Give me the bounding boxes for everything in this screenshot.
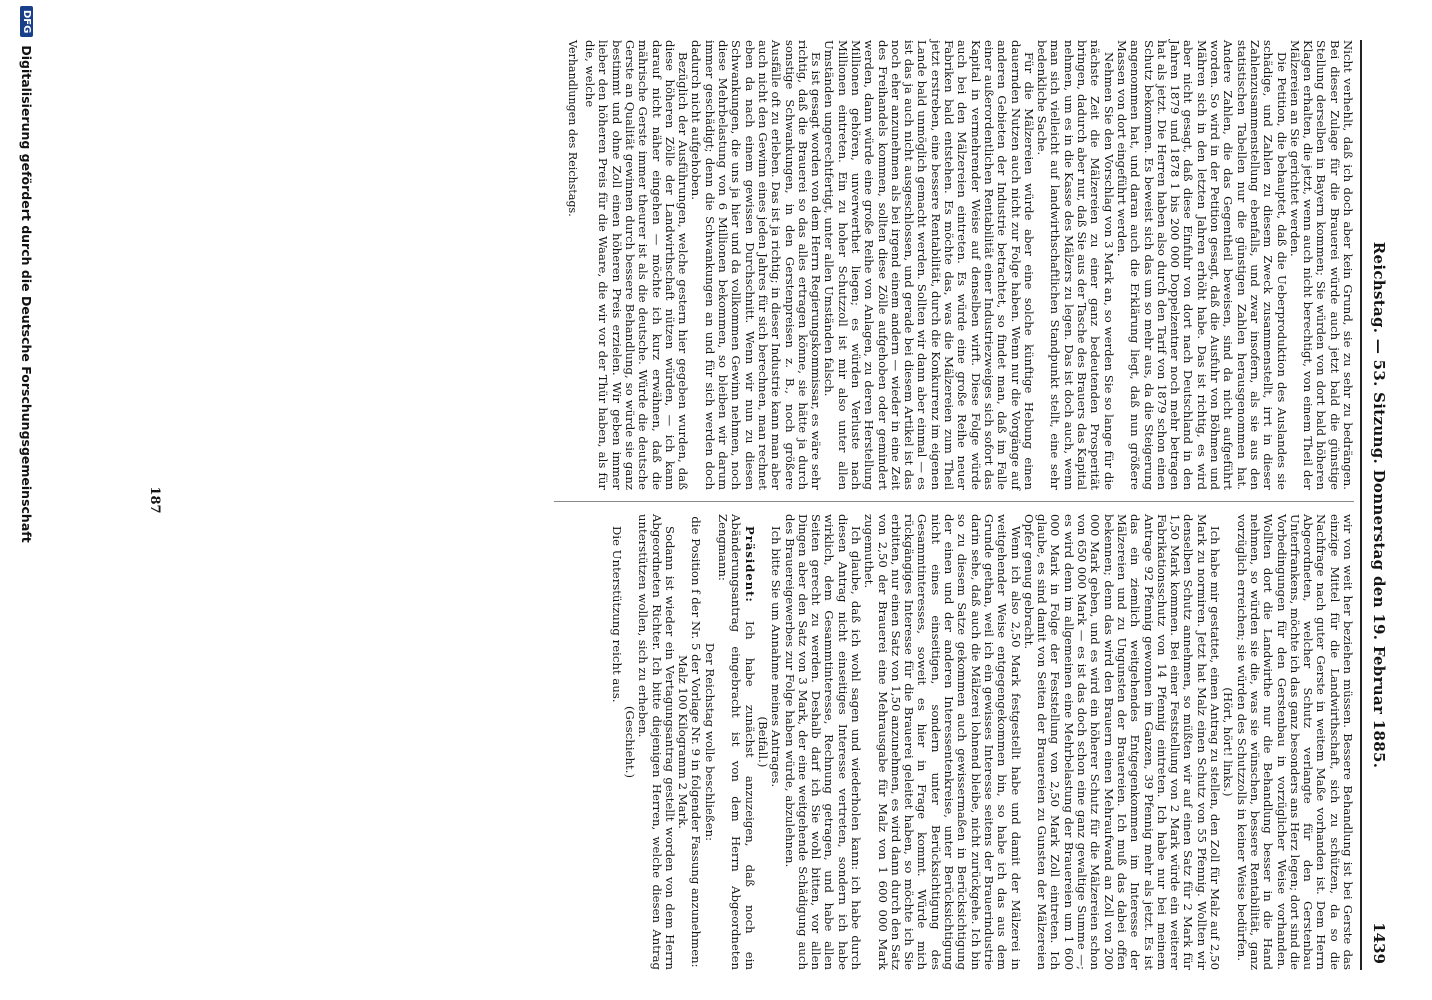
left-column (544, 40, 1354, 490)
left-paragraph: Bezüglich der Ausführungen, welche gestern hier gegeben wurden, daß diese höheren Zölle der Landwirthschaft nützen würden, — ich kann darauf nicht näher eingehen — möchte ich kurz erwähnen, daß die mährische Gerste immer theurer ist als die deutsche. Würde die deutsche Gerste an Qualität gewinnen durch bessere Behandlung, so würde sie ganz bestimmt und ohne Zoll einen höheren Preis erzielen. Wir geben immer lieber den höheren Preis für die Waare, die wir vor der Thür haben, als für die, welche (583, 40, 691, 490)
closing-paragraph: Sodann ist wieder ein Vertagungsantrag gestellt worden von dem Herrn Abgeordneten Richter. Ich bitte diejenigen Herren, welche diesen Antrag unterstützen wollen, sich zu erheben. (636, 514, 677, 970)
interjection: (Geschieht.) (622, 705, 637, 779)
header-rule (1360, 40, 1362, 970)
left-paragraph: Nehmen Sie den Vorschlag von 3 Mark an, so werden Sie so lange für die nächste Zeit die Mälzereien zu einer ganz bedeutenden Prosperität bringen, dadurch aber nur, daß Sie aus der Tasche des Brauers das Kapital nehmen, um es in die Kasse des Mälzers zu legen. Das ist doch auch, wenn man sich vielleicht auf landwirthschaftlichen Standpunkt stellt, eine sehr bedenkliche Sache. (1035, 40, 1116, 490)
dfg-logo-icon: DFG (21, 6, 34, 37)
president-label: Präsident: (742, 526, 757, 603)
page-number: 1439 (1370, 922, 1388, 964)
right-column (544, 514, 1354, 970)
support-line: Die Unterstützung reicht aus. (609, 526, 624, 703)
header-title: Reichstag. — 53. Sitzung. Donnerstag den 19. Februar 1885. (1370, 241, 1388, 769)
right-paragraph: Wenn ich also 2,50 Mark festgestellt habe und damit der Mälzerei in weitgehender Weise entgegengekommen bin, so habe ich das aus dem Grunde gethan, weil ich ein gewisses Interesse seitens der Brauerindustrie darin sehe, daß auch die Mälzerei lohnend bleibe, nicht zurückgehe. Ich bin so zu diesem Satze gekommen auch gewissermaßen in Berücksichtigung der einen und der anderen Interessentenkreise, unter Berücksichtigung nicht eines einseitigen, sondern unter Berücksichtigung des Gesammtinteresses, soweit es hier in Frage kommt. Würde mich rückgängiges Interesse für die Brauerei geleitet haben, so möchte ich Sie erbitten, nur einen Satz von 1,50 anzunehmen, es wird dann durch den Satz von 2,50 der Brauerei eine Mehrausgabe für Malz von 1 600 000 Mark zugemuthet. (862, 514, 1023, 970)
left-footnote: Verhandlungen des Reichstags. (565, 40, 579, 217)
president-statement (716, 514, 756, 970)
president-text: Ich habe zunächst anzuzeigen, daß noch ein Abänderungsantrag eingebracht ist von dem Herrn Abgeordneten Zengmann: (716, 514, 757, 970)
motion-line: Malz 100 Kilogramm 2 Mark. (676, 654, 691, 830)
right-paragraph: Ich glaube, daß ich wohl sagen und wiederholen kann: ich habe durch diesen Antrag nicht einseitiges Interesse vertreten, sondern ich habe wirklich, dem Gesammtinteresse, Rechnung getragen, und habe allen Seiten gerecht zu werden. Deshalb darf ich Sie wohl bitten, vor allen Dingen aber den Satz von 3 Mark, der eine weitgehende Schädigung auch des Brauereigewerbes zur Folge haben würde, abzulehnen. (782, 514, 864, 970)
left-paragraph: Für die Mälzereien würde aber eine solche künftige Hebung einen dauernden Nutzen auch nicht zur Folge haben. Wenn nur die Vorgänge auf anderen Gebieten der Industrie betrachtet, so findet man, daß im Falle einer außerordentlichen Rentabilität einer Industriezweiges sich sofort das Kapital in vermehrender Weise auf denselben wirft. Diese Folge würde auch bei den Mälzereien eintreten. Es würde eine große Reihe neuer Fabriken bald entstehen. Es möchte das, was die Mälzereien zum Theil jetzt erstreben, eine bessere Rentabilität, durch die Konkurrenz im eigenen Lande bald unmöglich gemacht werden. Sollten wir dann aber einmal — es ist das ja auch nicht ausgeschlossen, und gerade bei diesem Artikel ist das noch eher anzunehmen als bei irgend einem andern — wieder in eine Zeit des Freihandels kommen, sollten diese Zölle aufgehoben oder gemindert werden, dann würde eine große Reihe von Anlagen, zu deren Herstellung Millionen gehören, unverwerthet liegen; es würden Verluste nach Millionen eintreten. Ein zu hoher Schutzzoll ist mir also unter allen Umständen ungerechtfertigt, unter allen Umständen falsch. (822, 40, 1036, 490)
right-paragraph: wir von weit her beziehen müssen. Bessere Behandlung ist bei Gerste das einzige Mittel für die Landwirthschaft, sich zu schützen, da so die Nachfrage nach guter Gerste in weitem Maße vorhanden ist. Dem Herrn Abgeordneten, welcher Schutz verlangte für den Gerstenbau Unterfrankens, möchte ich das ganz besonders ans Herz legen; dort sind die Vorbedingungen für den Gerstenbau in vorzüglicher Weise vorhanden. Wollten dort die Landwirthe nur die Behandlung besser in die Hand nehmen, so würden sie die, was sie wünschen, bessere Rentabilität, ganz vorzüglich erreichen; sie würden des Schutzzolls in keiner Weise bedürfen. (1234, 514, 1355, 970)
right-paragraph: Ich habe mir gestattet, einen Antrag zu stellen, den Zoll für Malz auf 2,50 Mark zu normiren. Jetzt hat Malz einen Schutz von 55 Pfennig. Wollten wir denselben Schutz annehmen, so müßten wir auf einen Satz für 2 Mark für 1,50 Mark kommen. Bei einer Feststellung von 2 Mark würde ein weiterer Fabrikationsschutz von 14 Pfennig eintreten. Ich habe nur bei meinem Antrage 92 Pfennig gewonnen im Ganzen, 39 Pfennig mehr als jetzt. Es ist das ein ziemlich weitgehendes Entgegenkommen im Interesse der Mälzereien und zu Ungunsten der Brauereien. Ich muß das dabei offen bekennen; denn das wird den Brauern einen Mehraufwand an Zoll von 200 000 Mark geben, und es wird ein höherer Schutz für die Mälzereien schon von 650 000 Mark — es ist das doch schon eine ganz gewaltige Summe —; es wird denn im allgemeinen eine Mehrbelastung der Brauereien um 1 600 000 Mark in Folge der Feststellung von 2,50 Mark Zoll eintreten. Ich glaube, es sind damit von Seiten der Brauereien zu Gunsten der Mälzereien Opfer genug gebracht. (1021, 514, 1223, 970)
page-header (1366, 40, 1388, 970)
left-paragraph: Nicht verhehlt, daß ich doch aber kein Grund, sie zu sehr zu bedrängen. Bei dieser Zulage für die Brauerei würde auch jetzt bald die günstige Stellung derselben in Bayern kommen; Sie würden von dort bald höheren Klagen erhalten, die jetzt, wenn auch nicht berechtigt, von einem Theil der Mälzereien an Sie gerichtet werden. (1287, 40, 1355, 490)
interjection: (Beifall.) (755, 716, 770, 768)
right-paragraph: Ich bitte Sie um Annahme meines Antrages. (769, 526, 784, 788)
interjection: (Hört, hört! links.) (1221, 687, 1236, 797)
digitization-note (16, 6, 38, 986)
left-paragraph: Es ist gesagt worden von dem Herrn Regierungskommissar, es wäre sehr richtig, daß die Brauerei so das alles ertragen könne, sie hätte ja durch sonstige Schwankungen, in den Gerstenpreisen z. B., noch größere Ausfälle oft zu erleben. Das ist ja richtig; in dieser Industrie kann man aber auch nicht den Gewinn eines jeden Jahres für sich berechnen, man rechnet eben da nach einem gewissen Durchschnitt. Wenn wir nun zu diesen Schwankungen, die uns ja hier und da vollkommen Gewinn nehmen, noch diese Mehrbelastung von 6 Millionen bekommen, so bleiben wir darum immer geschädigt; denn die Schwankungen an und für sich werden doch dadurch nicht aufgehoben. (689, 40, 824, 490)
motion-line: Der Reichstag wolle beschließen: (702, 642, 717, 842)
left-paragraph: Die Petition, die behauptet, daß die Ueberproduktion des Auslandes sie schädige, und Zahlen zu diesem Zweck zusammenstellt, irrt in dieser Zahlenzusammenstellung ebenfalls, und zwar insofern, als sie aus den statistischen Tabellen nur die günstigen Zahlen herausgenommen hat. Andere Zahlen, die das Gegentheil beweisen, sind da nicht aufgeführt worden. So wird in der Petition gesagt, daß die Ausfuhr von Böhmen und Mähren sich in den letzten Jahren erhöht habe. Das ist richtig, es wird aber nicht gesagt, daß diese Einfuhr von dort nach Deutschland in den Jahren 1879 und 1878 1 bis 200 000 Doppelzentner noch mehr betragen hat als jetzt. Die Herren haben also durch den Tarif von 1879 schon einen Schutz bekommen. Es beweist sich das um so mehr aus, da die Steigerung angenommen hat, und daran auch die Erklärung liegt, daß nun größere Massen von dort eingeführt werden. (1114, 40, 1289, 490)
column-divider (554, 501, 1354, 502)
motion-line: die Position f der Nr. 5 der Vorlage Nr. 9 in folgender Fassung anzunehmen: (689, 516, 704, 968)
folio-number: 187 (147, 486, 162, 514)
digitization-text: Digitalisierung gefördert durch die Deutsche Forschungsgemeinschaft (19, 45, 35, 543)
